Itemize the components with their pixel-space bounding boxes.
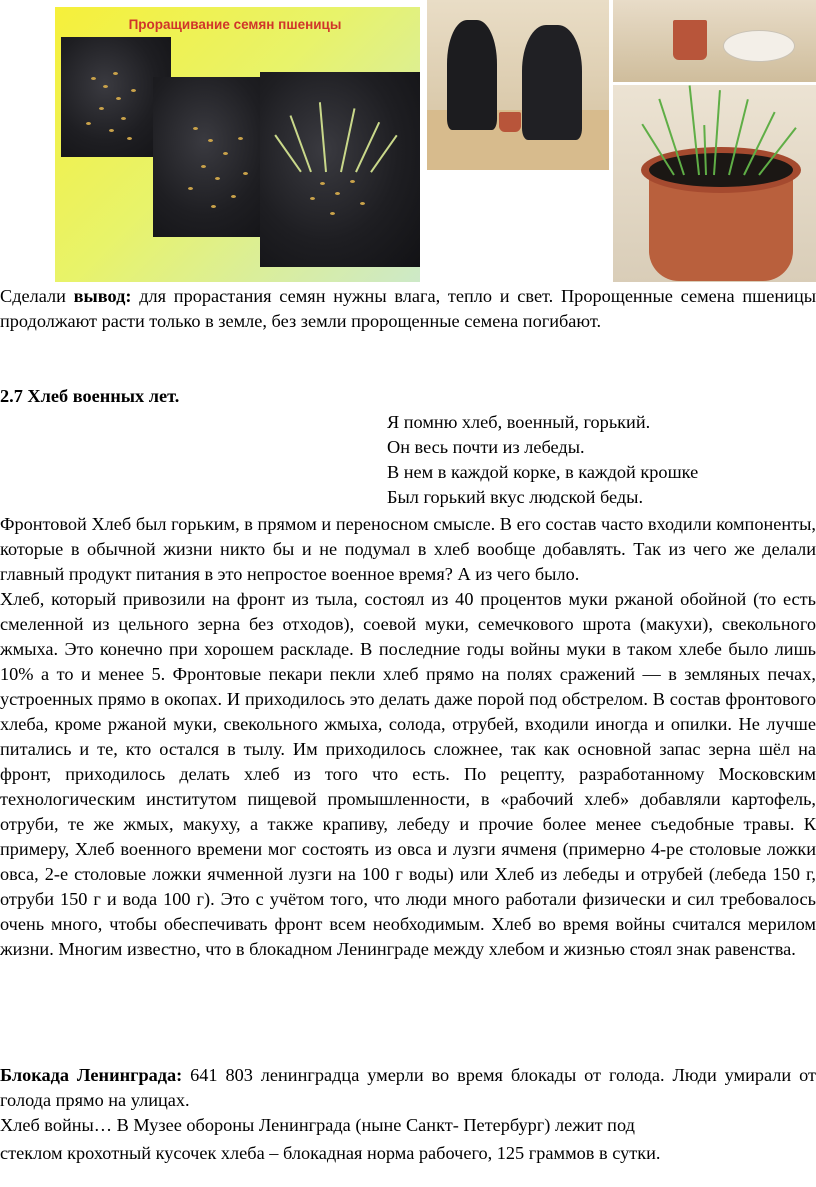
poem-line: Он весь почти из лебеды. xyxy=(387,437,585,457)
poster-title: Проращивание семян пшеницы xyxy=(128,17,342,32)
poem-line: Был горький вкус людской беды. xyxy=(387,487,644,507)
blockade-label: Блокада Ленинграда: xyxy=(0,1065,183,1085)
body-text xyxy=(0,512,816,962)
sprouting-poster xyxy=(55,7,420,282)
section-heading: 2.7 Хлеб военных лет. xyxy=(0,386,180,406)
conclusion-paragraph xyxy=(0,284,816,334)
war-bread-line-1: Хлеб войны… В Музее обороны Ленинграда (ныне Санкт- Петербург) лежит под xyxy=(0,1115,635,1135)
photo-collage xyxy=(55,0,816,282)
paragraph-frontline-bread: Фронтовой Хлеб был горьким, в прямом и переносном смысле. В его состав часто входили компоненты, которые в обычной жизни никто бы и не подумал в хлеб вообще добавлять. Так из чего же делали главный продукт питания в это непростое военное время? А из чего было. xyxy=(0,514,816,584)
conclusion-bold: вывод: xyxy=(73,286,132,306)
poem-line: В нем в каждой корке, в каждой крошке xyxy=(387,462,699,482)
conclusion-text: для прорастания семян нужны влага, тепло и свет. Пророщенные семена пшеницы продолжают расти только в земле, без земли пророщенные семена погибают. xyxy=(0,286,816,331)
paragraph-bread-composition: Хлеб, который привозили на фронт из тыла, состоял из 40 процентов муки ржаной обойной (то есть смеленной из цельного зерна без отходов), соевой муки, семечкового шрота (макухи), свекольного жмыха. Это конечно при хорошем раскладе. В последние годы войны муки в таком хлебе было лишь 10% а то и менее 5. Фронтовые пекари пекли хлеб прямо на полях сражений — в земляных печах, устроенных прямо в окопах. И приходилось это делать даже порой под обстрелом. В состав фронтового хлеба, кроме ржаной муки, свекольного жмыха, солода, отрубей, входили иногда и опилки. Не лучше питались и те, кто остался в тылу. Им приходилось сложнее, так как основной запас зерна шёл на фронт, приходилось делать хлеб из того что есть. По рецепту, разработанному Московским технологическим институтом пищевой промышленности, в «рабочий хлеб» добавляли картофель, отруби, те же жмых, макуху, а также крапиву, лебеду и прочие более менее съедобные травы. К примеру, Хлеб военного времени мог состоять из овса и лузги ячменя (примерно 4-ре столовые ложки овса, 2-е столовые ложки ячменной лузги на 100 г воды) или Хлеб из лебеды и отрубей (лебеда 150 г, отруби 150 г и вода 100 г). Это с учётом того, что люди много работали физически и сил требовалось очень много, чтобы обеспечивать фронт всем необходимым. Хлеб во время войны считался мерилом жизни. Многим известно, что в блокадном Ленинграде между хлебом и жизнью стоял знак равенства. xyxy=(0,589,816,959)
blockade-section xyxy=(0,1063,816,1166)
wheat-sprouts-in-pot-photo xyxy=(613,85,816,282)
war-bread-line-2: стеклом крохотный кусочек хлеба – блокадная норма рабочего, 125 граммов в сутки. xyxy=(0,1143,661,1163)
sprouted-seeds-photo xyxy=(260,72,420,267)
planting-pot-photo xyxy=(613,0,816,82)
conclusion-lead: Сделали xyxy=(0,286,74,306)
poem-epigraph xyxy=(387,410,698,510)
blockade-text: 641 803 ленинградца умерли во время блокады от голода. Люди умирали от голода прямо на улицах. xyxy=(0,1065,816,1110)
children-planting-photo xyxy=(427,0,609,170)
poem-line: Я помню хлеб, военный, горький. xyxy=(387,412,651,432)
